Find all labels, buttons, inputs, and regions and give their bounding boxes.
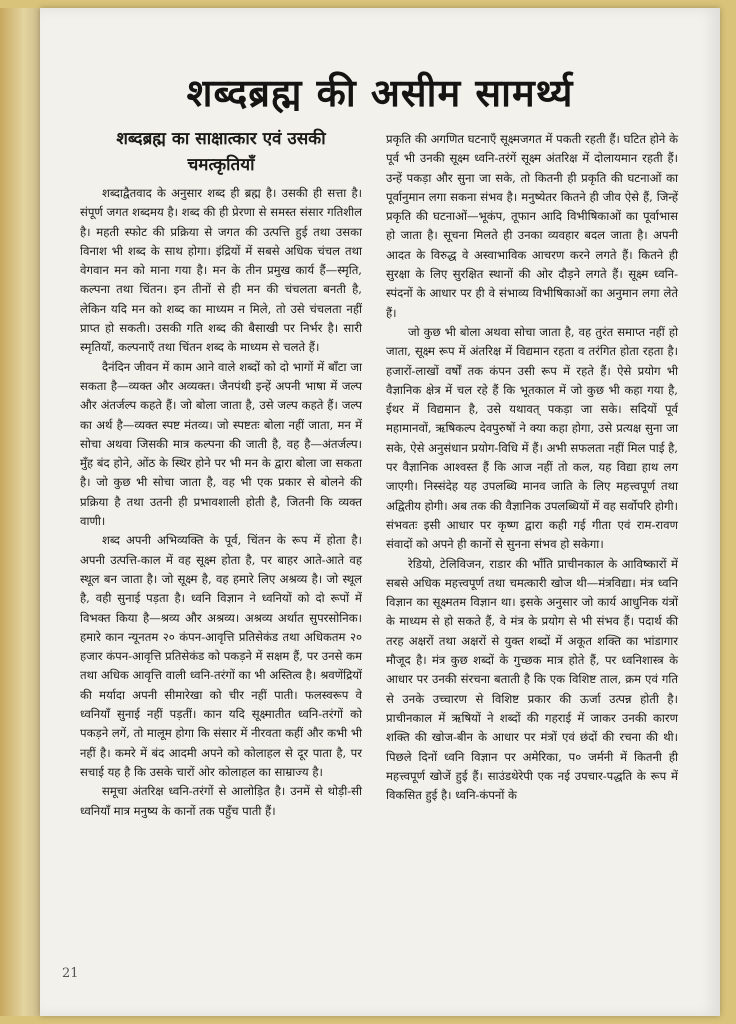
paragraph: रेडियो, टेलिविजन, राडार की भाँति प्राचीनकाल के आविष्कारों में सबसे अधिक महत्त्वपूर्ण तथा चमत्कारी खोज थी—मंत्रविद्या। मंत्र ध्वनि विज्ञान का सूक्ष्मतम विज्ञान था। इसके अनुसार जो कार्य आधुनिक यंत्रों के माध्यम से हो सकते हैं, वे मंत्र के प्रयोग से भी संभव हैं। पदार्थ की तरह अक्षरों तथा अक्षरों से युक्त शब्दों में अकूत शक्ति का भांडागार मौजूद है। मंत्र कुछ शब्दों के गुच्छक मात्र होते हैं, पर ध्वनिशास्त्र के आधार पर उनकी संरचना बताती है कि एक विशिष्ट ताल, क्रम एवं गति से उनके उच्चारण से विशिष्ट प्रकार की ऊर्जा उत्पन्न होती है। प्राचीनकाल में ऋषियों ने शब्दों की गहराई में जाकर उनकी कारण शक्ति की खोज-बीन के आधार पर मंत्रों एवं छंदों की रचना की थी। पिछले दिनों ध्वनि विज्ञान पर अमेरिका, प० जर्मनी में कितनी ही महत्त्वपूर्ण खोजें हुई हैं। साउंडथेरेपी एक नई उपचार-पद्धति के रूप में विकसित हुई है। ध्वनि-कंपनों के — [386, 556, 678, 803]
paragraph: शब्द अपनी अभिव्यक्ति के पूर्व, चिंतन के रूप में होता है। अपनी उत्पत्ति-काल में वह सूक्ष्म होता है, पर बाहर आते-आते वह स्थूल बन जाता है। जो सूक्ष्म है, वह हमारे लिए अश्रव्य है। जो स्थूल है, वही सुनाई पड़ता है। ध्वनि विज्ञान ने ध्वनियों को दो रूपों में विभक्त किया है—श्रव्य और अश्रव्य। अश्रव्य अर्थात सुपरसोनिक। हमारे कान न्यूनतम २० कंपन-आवृत्ति प्रतिसेकंड तथा अधिकतम २० हजार कंपन-आवृत्ति प्रतिसेकंड को पकड़ने में सक्षम हैं, पर उनसे कम तथा अधिक आवृत्ति वाली ध्वनि-तरंगों का भी अस्तित्व है। श्रवणेंद्रियों की मर्यादा अपनी सीमारेखा को चीर नहीं पाती। फलस्वरूप वे ध्वनियाँ सुनाई नहीं पड़तीं। कान यदि सूक्ष्मातीत ध्वनि-तरंगों को पकड़ने लगें, तो मालूम होगा कि संसार में नीरवता कहीं और कभी भी नहीं है। कमरे में बंद आदमी अपने को कोलाहल से दूर पाता है, पर सचाई यह है कि उसके चारों ओर कोलाहल का साम्राज्य है। — [80, 533, 362, 779]
paragraph: प्रकृति की अगणित घटनाएँ सूक्ष्मजगत में पकती रहती हैं। घटित होने के पूर्व भी उनकी सूक्ष्म ध्वनि-तरंगें सूक्ष्म अंतरिक्ष में दोलायमान रहती हैं। उन्हें पकड़ा और सुना जा सके, तो कितनी ही प्रकृति की घटनाओं का पूर्वानुमान लगा सकना संभव है। मनुष्येतर कितने ही जीव ऐसे हैं, जिन्हें प्रकृति की घटनाओं—भूकंप, तूफान आदि विभीषिकाओं का पूर्वाभास हो जाता है। सूचना मिलते ही उनका व्यवहार बदल जाता है। अपनी आदत के विरुद्ध वे अस्वाभाविक आचरण करने लगते हैं। कितने ही सुरक्षा के लिए सुरक्षित स्थानों की ओर दौड़ने लगते हैं। सूक्ष्म ध्वनि-स्पंदनों के आधार पर ही वे संभाव्य विभीषिकाओं का अनुमान लगा लेते हैं। — [386, 132, 678, 320]
paragraph: जो कुछ भी बोला अथवा सोचा जाता है, वह तुरंत समाप्त नहीं हो जाता, सूक्ष्म रूप में अंतरिक्ष में विद्यमान रहता व तरंगित होता रहता है। हजारों-लाखों वर्षों तक कंपन उसी रूप में रहते हैं। ऐसे प्रयोग भी वैज्ञानिक क्षेत्र में चल रहे हैं कि भूतकाल में जो कुछ भी कहा गया है, ईथर में विद्यमान है, उसे यथावत् पकड़ा जा सके। सदियों पूर्व महामानवों, ऋषिकल्प देवपुरुषों ने क्या कहा होगा, उसे प्रत्यक्ष सुना जा सके, ऐसे अनुसंधान प्रयोग-विधि में हैं। अभी सफलता नहीं मिल पाई है, पर वैज्ञानिक आश्वस्त हैं कि आज नहीं तो कल, यह विद्या हाथ लग जाएगी। निस्संदेह यह उपलब्धि मानव जाति के लिए महत्त्वपूर्ण तथा अद्वितीय होगी। अब तक की वैज्ञानिक उपलब्धियों में वह सर्वोपरि होगी। संभवतः इसी आधार पर कृष्ण द्वारा कही गई गीता एवं राम-रावण संवादों को अपने ही कानों से सुनना संभव हो सकेगा। — [386, 324, 678, 552]
section-subheading: शब्दब्रह्म का साक्षात्कार एवं उसकी चमत्कृतियाँ — [116, 129, 326, 175]
page-number: 21 — [62, 966, 79, 981]
paragraph: समूचा अंतरिक्ष ध्वनि-तरंगों से आलोड़ित है। उनमें से थोड़ी-सी ध्वनियाँ मात्र मनुष्य के कानों तक पहुँच पाती हैं। — [80, 784, 362, 818]
book-spine — [0, 8, 40, 1016]
book-page — [40, 8, 720, 1016]
left-column — [80, 126, 362, 821]
right-column — [386, 130, 678, 805]
paragraph: दैनंदिन जीवन में काम आने वाले शब्दों को दो भागों में बाँटा जा सकता है—व्यक्त और अव्यक्त। जैनपंथी इन्हें अपनी भाषा में जल्प और अंतर्जल्प कहते हैं। जो बोला जाता है, उसे जल्प कहते हैं। जल्प का अर्थ है—व्यक्त स्पष्ट मंतव्य। जो स्पष्टतः बोला नहीं जाता, मन में सोचा अथवा जिसकी मात्र कल्पना की जाती है, वह है—अंतर्जल्प। मुँह बंद होने, ओंठ के स्थिर होने पर भी मन के द्वारा बोला जा सकता है। जो कुछ भी सोचा जाता है, वह भी एक प्रकार से बोलने की प्रक्रिया है तथा उतनी ही प्रभावशाली होती है, जितनी कि व्यक्त वाणी। — [80, 359, 362, 529]
chapter-title: शब्दब्रह्म की असीम सामर्थ्य — [186, 71, 574, 115]
paragraph: शब्दाद्वैतवाद के अनुसार शब्द ही ब्रह्म है। उसकी ही सत्ता है। संपूर्ण जगत शब्दमय है। शब्द की ही प्रेरणा से समस्त संसार गतिशील है। महती स्फोट की प्रक्रिया से जगत की उत्पत्ति हुई तथा उसका विनाश भी शब्द के साथ होगा। इंद्रियों में सबसे अधिक चंचल तथा वेगवान मन को माना गया है। मन के तीन प्रमुख कार्य हैं—स्मृति, कल्पना तथा चिंतन। इन तीनों से ही मन की चंचलता बनती है, लेकिन यदि मन को शब्द का माध्यम न मिले, तो उसे चंचलता नहीं प्राप्त हो सकती। उसकी गति शब्द की बैसाखी पर निर्भर है। सारी स्मृतियाँ, कल्पनाएँ तथा चिंतन शब्द के माध्यम से चलते हैं। — [80, 186, 362, 355]
